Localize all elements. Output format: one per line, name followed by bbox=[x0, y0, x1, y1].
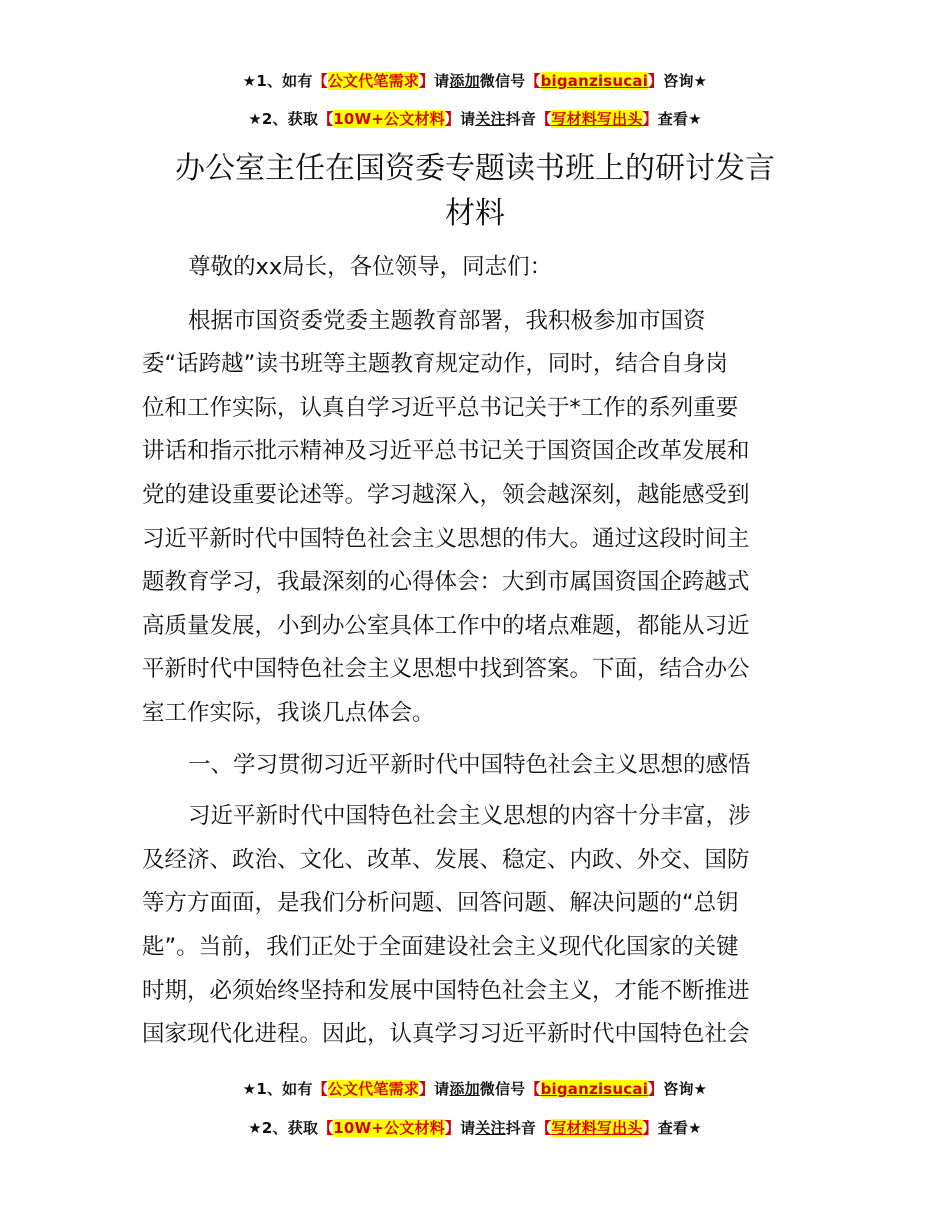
document-body bbox=[142, 246, 810, 1057]
banner-bracket-left: 【 bbox=[312, 72, 328, 90]
salutation: 尊敬的xx局长，各位领导，同志们： bbox=[188, 254, 553, 280]
banner-bracket-right: 】 bbox=[418, 1080, 435, 1098]
banner-highlight-account: 写材料写出头 bbox=[551, 1119, 643, 1137]
text-line: 根据市国资委党委主题教育部署，我积极参加市国资 bbox=[188, 307, 706, 334]
text-line: 国家现代化进程。因此，认真学习习近平新时代中国特色社会 bbox=[142, 1021, 750, 1048]
banner-underlined-action: 添加 bbox=[449, 72, 480, 90]
text-line: 等方方面面，是我们分析问题、回答问题、解决问题的“总钥 bbox=[142, 890, 739, 917]
banner-text: 请 bbox=[434, 72, 450, 90]
banner-bracket-right: 】 bbox=[648, 72, 664, 90]
banner-bracket-right: 】 bbox=[642, 110, 658, 128]
banner-suffix: 咨询★ bbox=[663, 72, 708, 90]
banner-prefix: ★2、获取 bbox=[248, 1119, 319, 1137]
banner-underlined-action: 关注 bbox=[475, 1119, 506, 1137]
banner-bracket-right: 】 bbox=[444, 110, 461, 128]
banner-bracket-right: 】 bbox=[418, 72, 435, 90]
banner-text: 抖音 bbox=[505, 1119, 537, 1137]
text-line: 一、学习贯彻习近平新时代中国特色社会主义思想的感悟 bbox=[188, 751, 751, 778]
banner-text: 微信号 bbox=[479, 72, 526, 90]
banner-prefix: ★1、如有 bbox=[242, 1080, 313, 1098]
banner-bracket-left: 【 bbox=[312, 1080, 328, 1098]
title-line: 办公室主任在国资委专题读书班上的研讨发言 bbox=[175, 151, 775, 186]
promo-banner-top-line1 bbox=[0, 70, 950, 91]
text-line: 高质量发展，小到办公室具体工作中的堵点难题，都能从习近 bbox=[142, 612, 750, 639]
promo-banner-bottom-line1 bbox=[0, 1078, 950, 1099]
banner-suffix: 咨询★ bbox=[663, 1080, 708, 1098]
banner-highlight-service: 公文代笔需求 bbox=[327, 1080, 419, 1098]
text-line: 委“话跨越”读书班等主题教育规定动作，同时，结合自身岗 bbox=[142, 351, 728, 378]
banner-prefix: ★2、获取 bbox=[248, 110, 319, 128]
banner-bracket-left: 【 bbox=[318, 1119, 334, 1137]
text-line: 匙”。当前，我们正处于全面建设社会主义现代化国家的关键 bbox=[142, 933, 739, 960]
text-line: 室工作实际，我谈几点体会。 bbox=[142, 699, 435, 726]
banner-bracket-left: 【 bbox=[525, 72, 541, 90]
text-line: 习近平新时代中国特色社会主义思想的伟大。通过这段时间主 bbox=[142, 525, 750, 552]
banner-suffix: 查看★ bbox=[657, 110, 702, 128]
title-line: 材料 bbox=[445, 196, 505, 231]
document-title bbox=[140, 146, 810, 236]
banner-bracket-right: 】 bbox=[642, 1119, 658, 1137]
banner-highlight-wechat-id: biganzisucai bbox=[540, 72, 649, 90]
text-line: 时期，必须始终坚持和发展中国特色社会主义，才能不断推进 bbox=[142, 977, 750, 1004]
text-line: 讲话和指示批示精神及习近平总书记关于国资国企改革发展和 bbox=[142, 438, 750, 465]
banner-highlight-wechat-id: biganzisucai bbox=[540, 1080, 649, 1098]
banner-bracket-left: 【 bbox=[536, 1119, 552, 1137]
text-line: 位和工作实际，认真自学习近平总书记关于*工作的系列重要 bbox=[142, 394, 739, 421]
banner-bracket-left: 【 bbox=[525, 1080, 541, 1098]
banner-suffix: 查看★ bbox=[657, 1119, 702, 1137]
section-heading bbox=[142, 744, 810, 788]
text-line: 习近平新时代中国特色社会主义思想的内容十分丰富，涉 bbox=[188, 803, 751, 830]
banner-bracket-left: 【 bbox=[536, 110, 552, 128]
banner-text: 请 bbox=[460, 110, 476, 128]
banner-bracket-right: 】 bbox=[444, 1119, 461, 1137]
banner-bracket-right: 】 bbox=[648, 1080, 664, 1098]
text-line: 题教育学习，我最深刻的心得体会：大到市属国资国企跨越式 bbox=[142, 569, 750, 596]
banner-highlight-materials: 10W+公文材料 bbox=[333, 1119, 445, 1137]
banner-text: 请 bbox=[434, 1080, 450, 1098]
banner-underlined-action: 关注 bbox=[475, 110, 506, 128]
text-line: 及经济、政治、文化、改革、发展、稳定、内政、外交、国防 bbox=[142, 846, 750, 873]
banner-text: 微信号 bbox=[479, 1080, 526, 1098]
banner-prefix: ★1、如有 bbox=[242, 72, 313, 90]
banner-text: 请 bbox=[460, 1119, 476, 1137]
banner-underlined-action: 添加 bbox=[449, 1080, 480, 1098]
paragraph-intro bbox=[142, 300, 810, 736]
text-line: 平新时代中国特色社会主义思想中找到答案。下面，结合办公 bbox=[142, 656, 750, 683]
banner-text: 抖音 bbox=[505, 110, 537, 128]
banner-highlight-service: 公文代笔需求 bbox=[327, 72, 419, 90]
banner-highlight-account: 写材料写出头 bbox=[551, 110, 643, 128]
banner-highlight-materials: 10W+公文材料 bbox=[333, 110, 445, 128]
promo-banner-top-line2 bbox=[0, 108, 950, 129]
text-line: 党的建设重要论述等。学习越深入，领会越深刻，越能感受到 bbox=[142, 481, 750, 508]
paragraph-section1 bbox=[142, 795, 810, 1057]
banner-bracket-left: 【 bbox=[318, 110, 334, 128]
promo-banner-bottom-line2 bbox=[0, 1117, 950, 1138]
